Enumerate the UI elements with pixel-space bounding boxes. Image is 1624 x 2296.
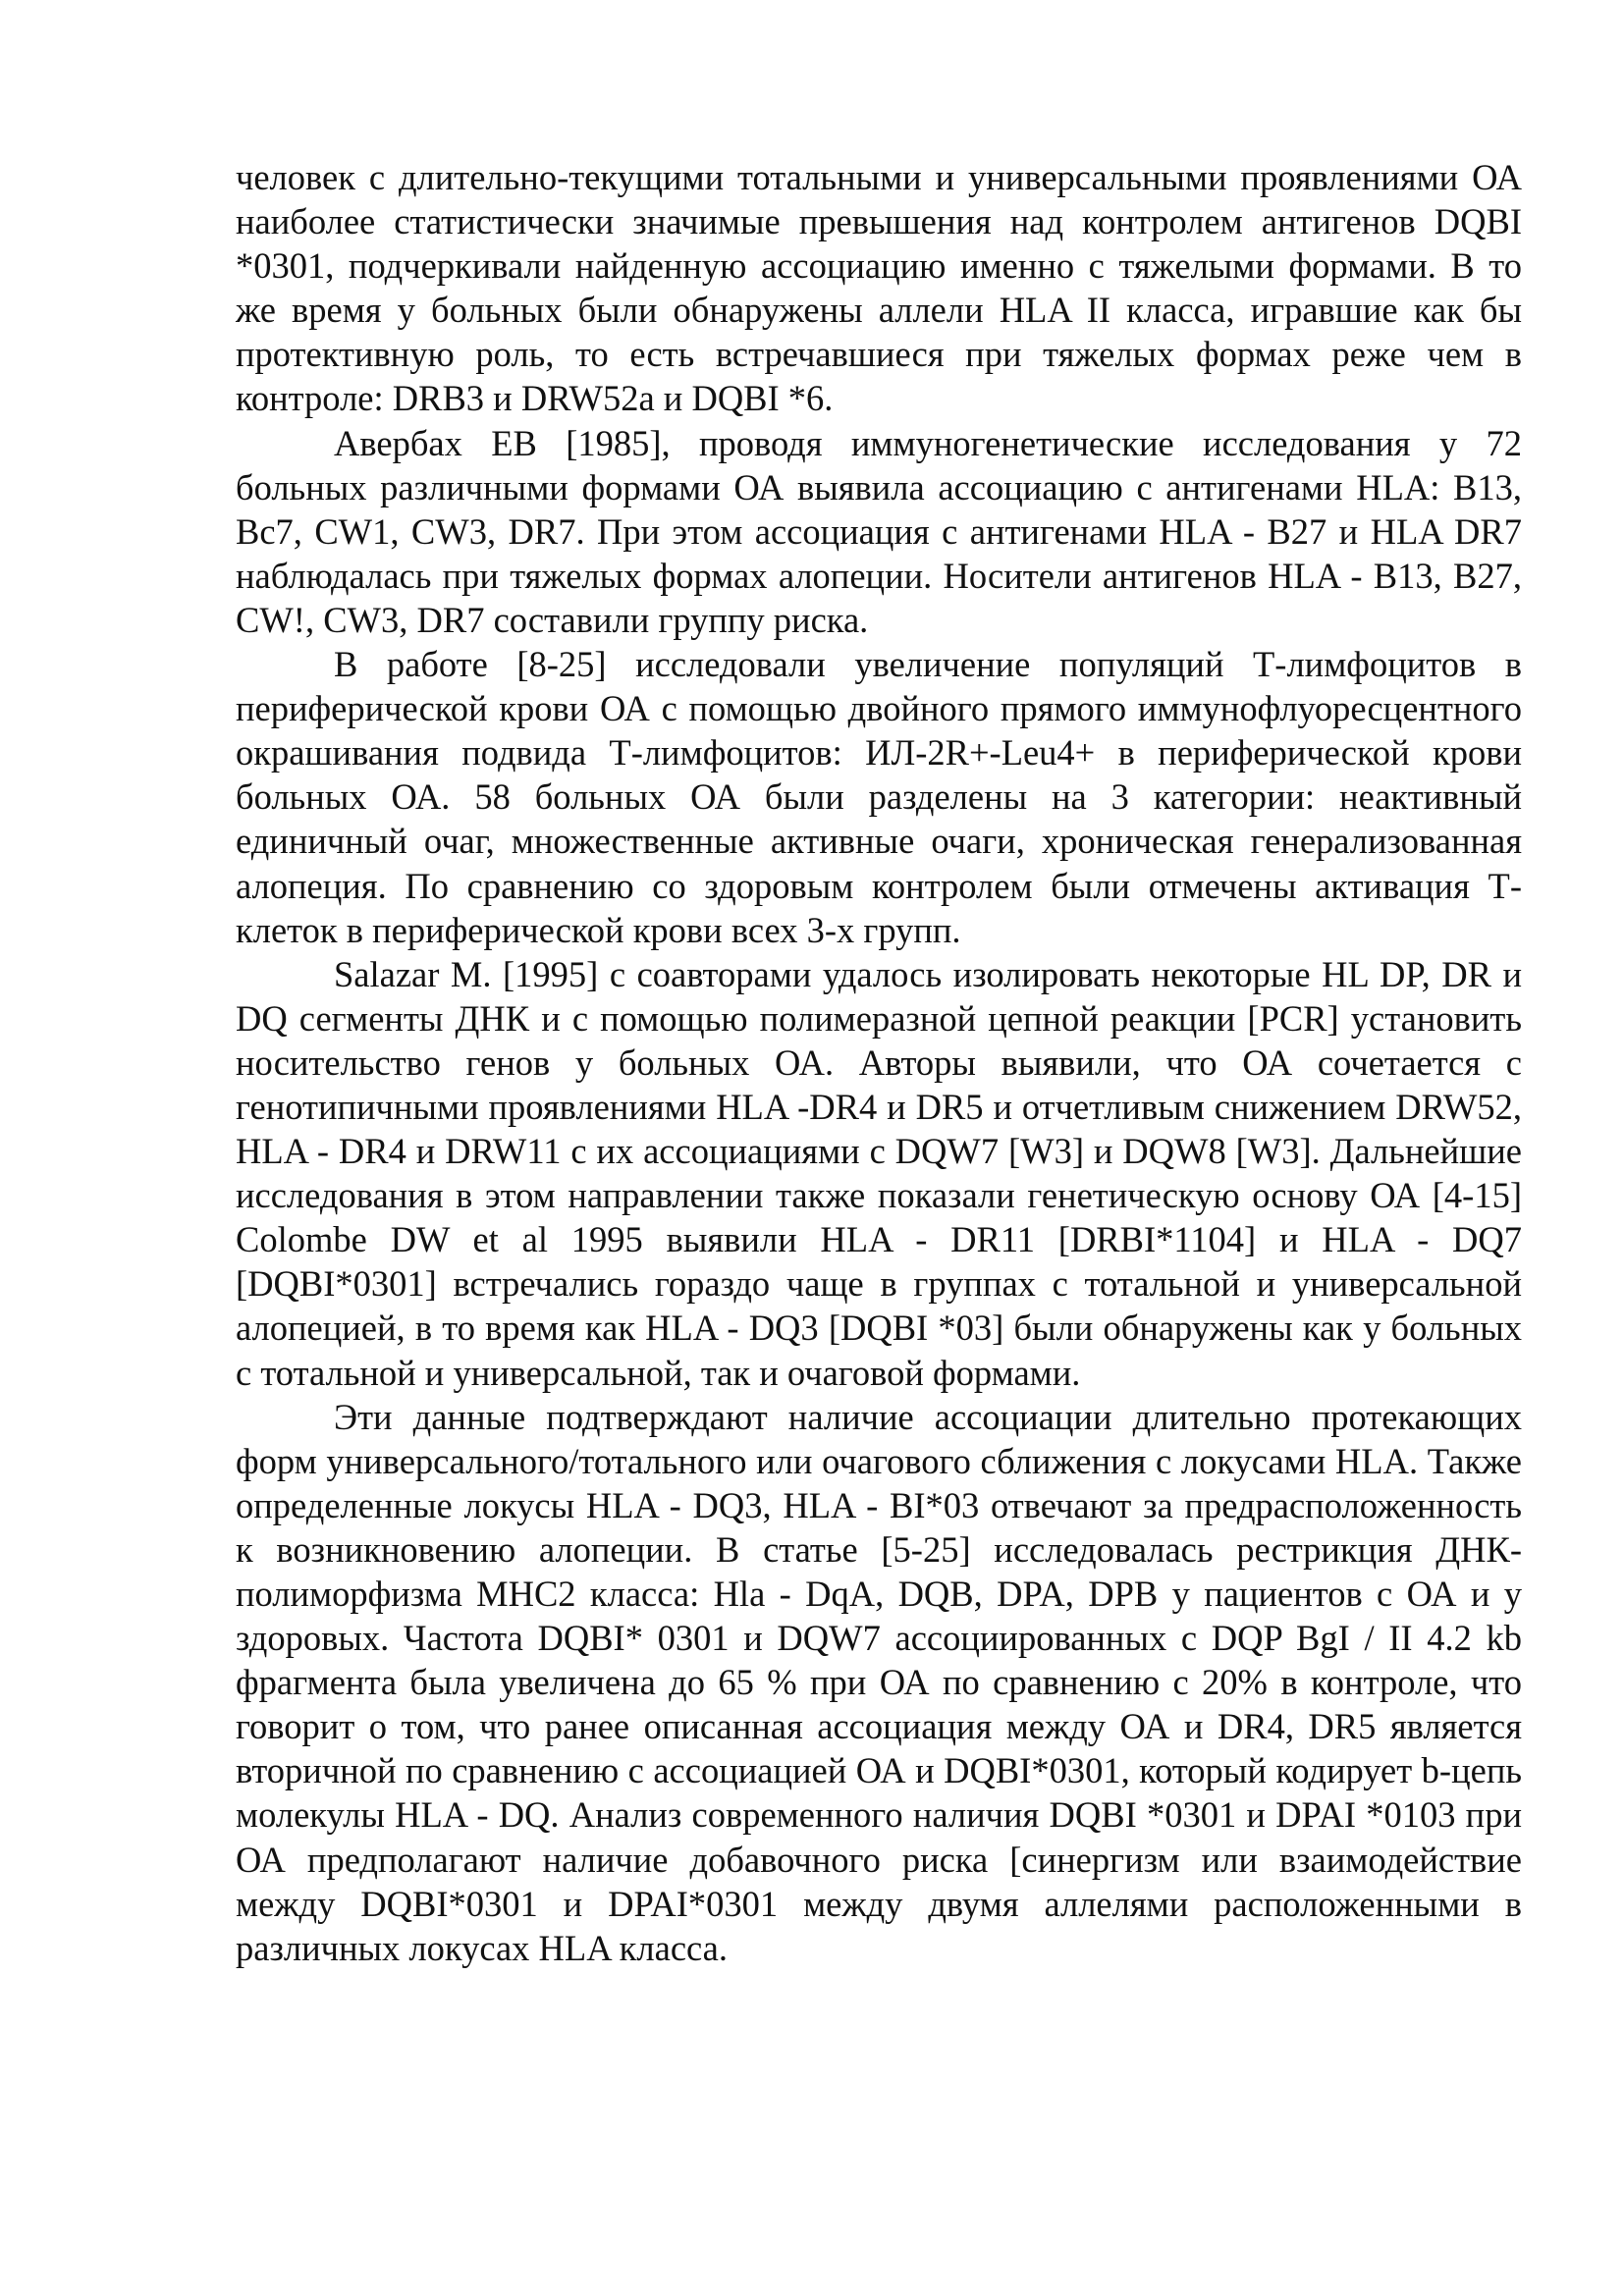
paragraph-hla-loci: Эти данные подтверждают наличие ассоциации длительно протекающих форм универсального/тотального или очагового сближения с локусами HLA. Также определенные локусы HLA - DQ3, HLA - BI*03 отвечают за предрасположенность к возникновению алопеции. В статье [5-25] исследовалась рестрикция ДНК-полиморфизма МНС2 класса: Hla - DqA, DQB, DPA, DPB у пациентов с ОА и у здоровых. Частота DQBI* 0301 и DQW7 ассоциированных с DQP BgI / II 4.2 kb фрагмента была увеличена до 65 % при ОА по сравнению с 20% в контроле, что говорит о том, что ранее описанная ассоциация между ОА и DR4, DR5 является вторичной по сравнению с ассоциацией ОА и DQBI*0301, который кодирует b-цепь молекулы HLA - DQ. Анализ современного наличия DQBI *0301 и DPAI *0103 при ОА предполагают наличие добавочного риска [синергизм или взаимодействие между DQBI*0301 и DPAI*0301 между двумя аллелями расположенными в различных локусах HLA класса.	[236, 1396, 1522, 1968]
paragraph-t-lymphocytes: В работе [8-25] исследовали увеличение популяций Т-лимфоцитов в периферической крови ОА с помощью двойного прямого иммунофлуоресцентного окрашивания подвида Т-лимфоцитов: ИЛ-2R+-Leu4+ в периферической крови больных ОА. 58 больных ОА были разделены на 3 категории: неактивный единичный очаг, множественные активные очаги, хроническая генерализованная алопеция. По сравнению со здоровым контролем были отмечены активация Т-клеток в периферической крови всех 3-х групп.	[236, 644, 1522, 950]
paragraph-continuation: человек с длительно-текущими тотальными и универсальными проявлениями ОА наиболее статистически значимые превышения над контролем антигенов DQBI *0301, подчеркивали найденную ассоциацию именно с тяжелыми формами. В то же время у больных были обнаружены аллели HLA II класса, игравшие как бы протективную роль, то есть встречавшиеся при тяжелых формах реже чем в контроле: DRB3 и DRW52a и DQBI *6.	[236, 157, 1522, 419]
document-page	[236, 155, 1522, 1970]
paragraph-averbakh: Авербах ЕВ [1985], проводя иммуногенетические исследования у 72 больных различными формами ОА выявила ассоциацию с антигенами HLA: В13, Вс7, CW1, CW3, DR7. При этом ассоциация с антигенами HLA - B27 и HLA DR7 наблюдалась при тяжелых формах алопеции. Носители антигенов HLA - B13, B27, CW!, CW3, DR7 составили группу риска.	[236, 422, 1522, 640]
paragraph-salazar: Salazar M. [1995] с соавторами удалось изолировать некоторые HL DP, DR и DQ сегменты ДНК и с помощью полимеразной цепной реакции [PCR] установить носительство генов у больных ОА. Авторы выявили, что ОА сочетается с генотипичными проявлениями HLA -DR4 и DR5 и отчетливым снижением DRW52, HLA - DR4 и DRW11 с их ассоциациями с DQW7 [W3] и DQW8 [W3]. Дальнейшие исследования в этом направлении также показали генетическую основу ОА [4-15] Colombe DW et al 1995 выявили HLA - DR11 [DRBI*1104] и HLA - DQ7 [DQBI*0301] встречались гораздо чаще в группах с тотальной и универсальной алопецией, в то время как HLA - DQ3 [DQBI *03] были обнаружены как у больных с тотальной и универсальной, так и очаговой формами.	[236, 953, 1522, 1393]
